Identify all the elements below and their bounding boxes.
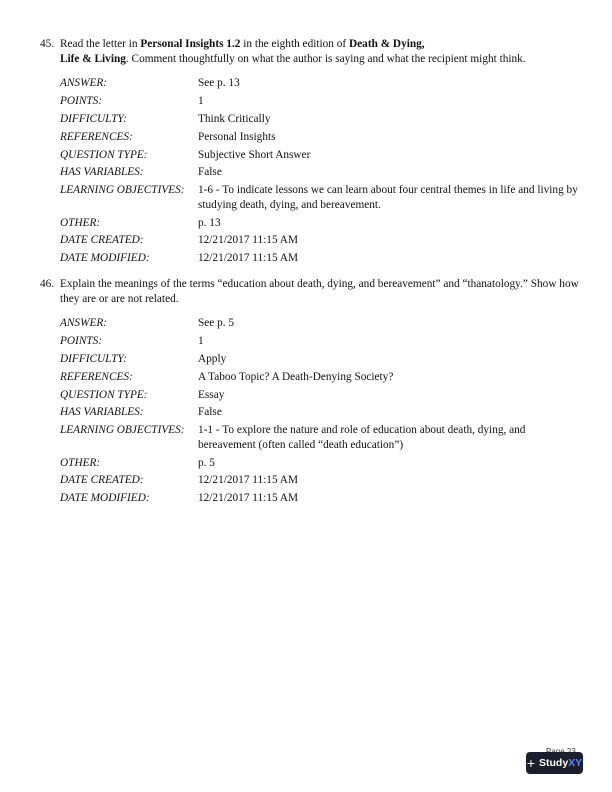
badge-label: StudyXY bbox=[539, 757, 583, 769]
field-learning-objectives: LEARNING OBJECTIVES: 1-1 - To explore the nature and role of education about death, dying, and bereavement (often called “death education”) bbox=[60, 424, 526, 451]
question-prompt: 45. Read the letter in Personal Insights 1.2 in the eighth edition of Death & Dying, Life & Living. Comment thoughtfully on what the author is saying and what the recipient might think. bbox=[40, 38, 526, 65]
field-question-type: QUESTION TYPE: Essay bbox=[60, 388, 225, 401]
field-points: POINTS: 1 bbox=[60, 94, 204, 107]
question-prompt: 46. Explain the meanings of the terms “education about death, dying, and bereavement” and “thanatology.” Show how they are or are not related. bbox=[40, 278, 579, 305]
field-difficulty: DIFFICULTY: Think Critically bbox=[60, 112, 271, 125]
question-number: 46. bbox=[40, 278, 55, 290]
question-metadata bbox=[60, 316, 580, 506]
field-references: REFERENCES: A Taboo Topic? A Death-Denying Society? bbox=[60, 370, 394, 383]
field-date-created: DATE CREATED: 12/21/2017 11:15 AM bbox=[60, 234, 299, 247]
field-references: REFERENCES: Personal Insights bbox=[60, 130, 276, 143]
field-date-modified: DATE MODIFIED: 12/21/2017 11:15 AM bbox=[60, 252, 299, 265]
question-46 bbox=[40, 277, 580, 509]
question-metadata bbox=[60, 76, 580, 266]
field-difficulty: DIFFICULTY: Apply bbox=[60, 352, 227, 365]
field-has-variables: HAS VARIABLES: False bbox=[60, 166, 222, 179]
question-number: 45. bbox=[40, 38, 55, 50]
plus-icon: + bbox=[526, 754, 535, 771]
field-points: POINTS: 1 bbox=[60, 334, 204, 347]
question-45 bbox=[40, 37, 580, 269]
field-answer: ANSWER: See p. 13 bbox=[60, 77, 240, 89]
field-date-modified: DATE MODIFIED: 12/21/2017 11:15 AM bbox=[60, 492, 299, 505]
field-has-variables: HAS VARIABLES: False bbox=[60, 406, 222, 419]
studyxy-badge[interactable] bbox=[526, 752, 583, 774]
field-other: OTHER: p. 5 bbox=[60, 456, 215, 469]
field-other: OTHER: p. 13 bbox=[60, 216, 221, 229]
field-date-created: DATE CREATED: 12/21/2017 11:15 AM bbox=[60, 474, 299, 487]
field-learning-objectives: LEARNING OBJECTIVES: 1-6 - To indicate lessons we can learn about four central themes in life and living by studying death, dying, and bereavement. bbox=[60, 184, 578, 211]
field-question-type: QUESTION TYPE: Subjective Short Answer bbox=[60, 148, 311, 161]
field-answer: ANSWER: See p. 5 bbox=[60, 317, 235, 329]
